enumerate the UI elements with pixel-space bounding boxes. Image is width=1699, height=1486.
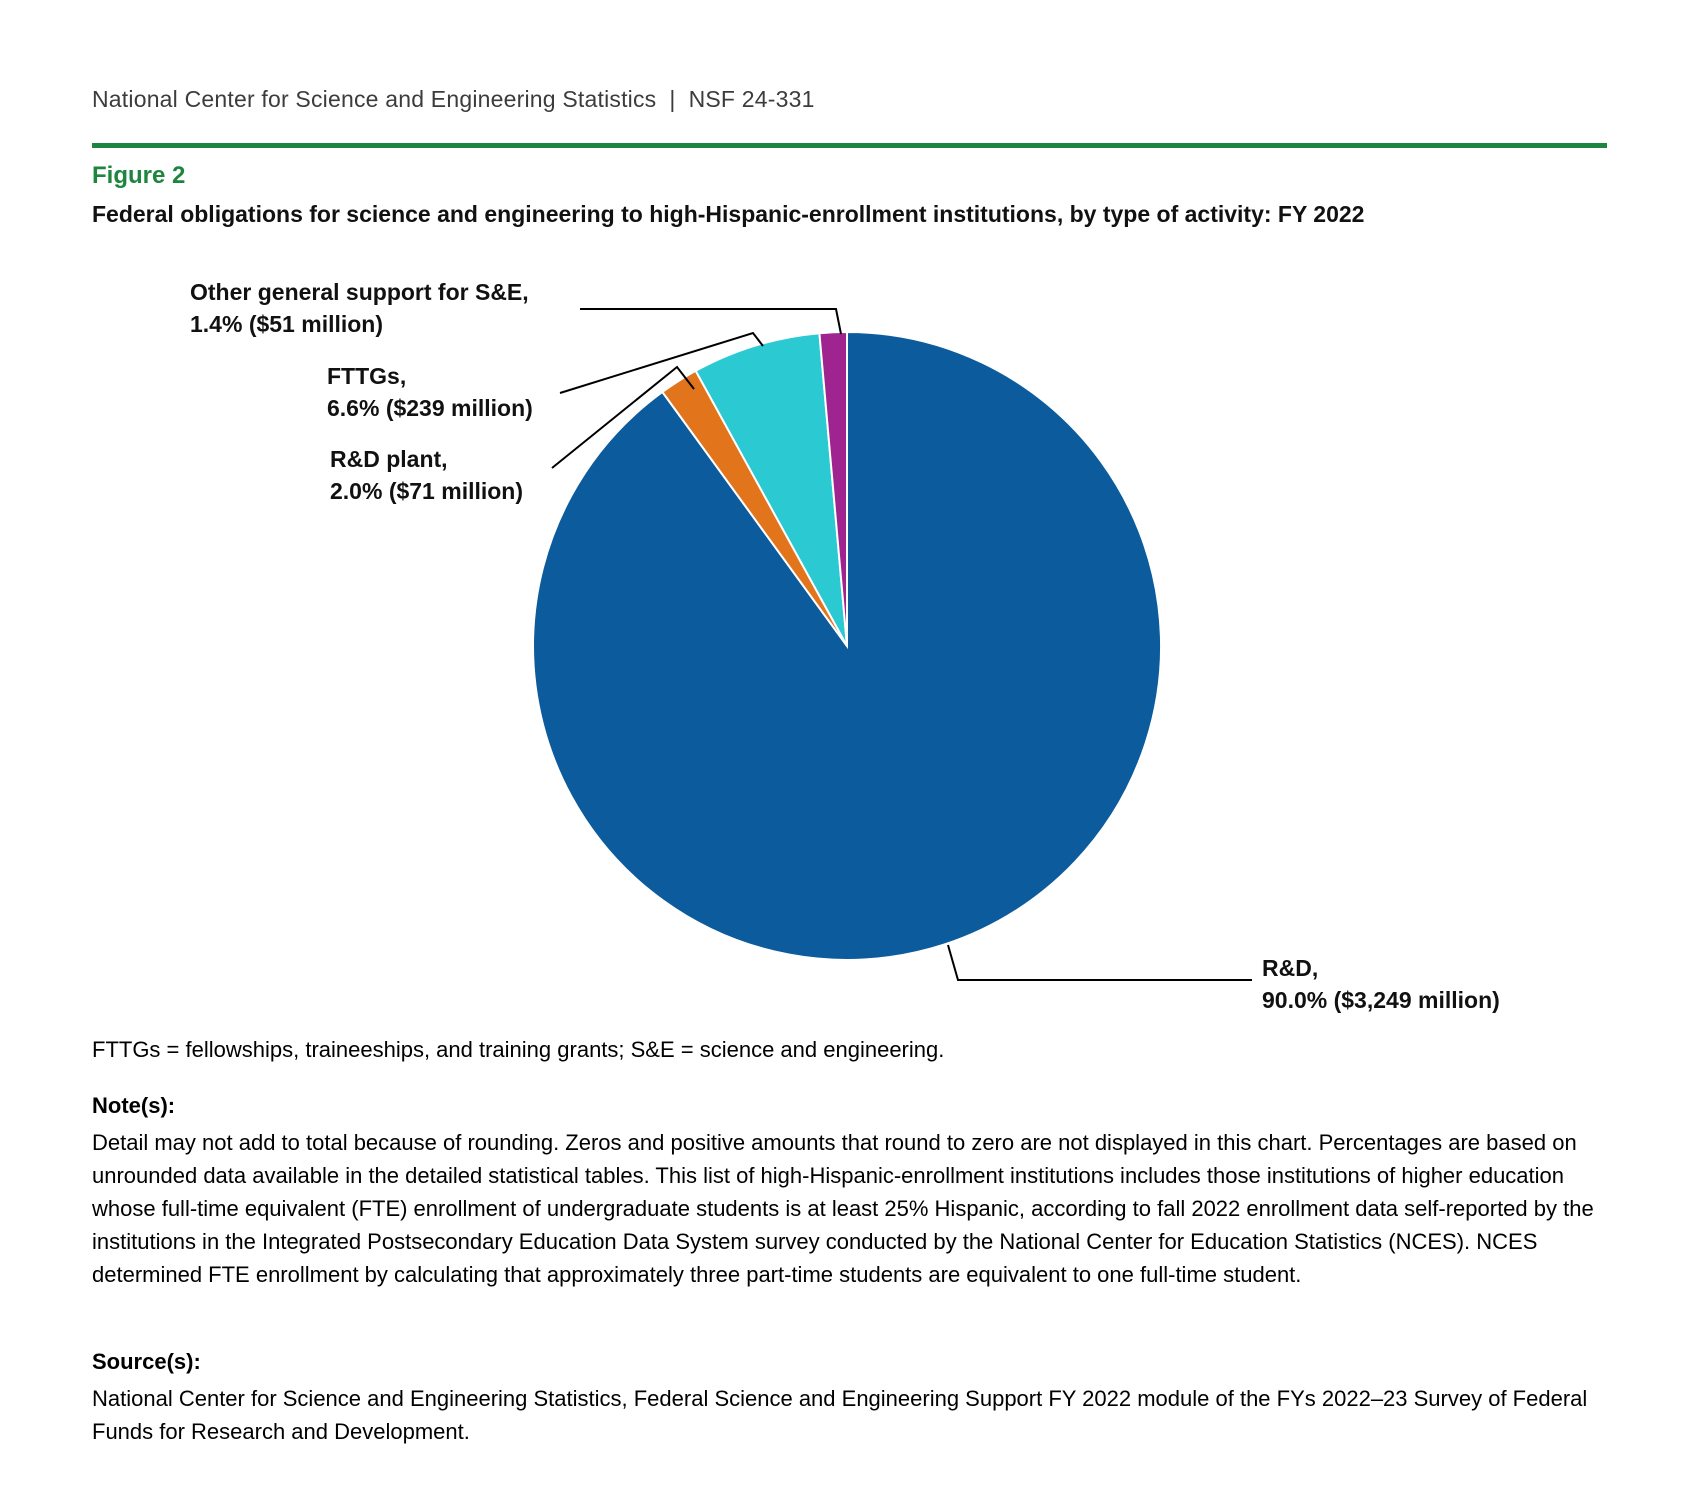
org-name: National Center for Science and Engineering Statistics bbox=[92, 86, 657, 112]
callout-rd-plant bbox=[330, 443, 523, 507]
leader-line-other bbox=[580, 309, 841, 334]
callout-fttgs-line1: FTTGs, bbox=[327, 363, 407, 389]
callout-rd-plant-line2: 2.0% ($71 million) bbox=[330, 478, 524, 504]
figure-title: Federal obligations for science and engineering to high-Hispanic-enrollment institutions, by type of activity: FY 2022 bbox=[92, 201, 1365, 227]
callout-rd-line2: 90.0% ($3,249 million) bbox=[1262, 987, 1500, 1013]
leader-line-rd bbox=[948, 945, 1252, 980]
notes-body: Detail may not add to total because of rounding. Zeros and positive amounts that round to zero are not displayed in this chart. Percentages are based on unrounded data available in the detailed statistical tables. This list of high-Hispanic-enrollment institutions includes those institutions of higher education whose full-time equivalent (FTE) enrollment of undergraduate students is at least 25% Hispanic, according to fall 2022 enrollment data self-reported by the institutions in the Integrated Postsecondary Education Data System survey conducted by the National Center for Education Statistics (NCES). NCES determined FTE enrollment by calculating that approximately three part-time students are equivalent to one full-time student. bbox=[92, 1130, 1594, 1287]
abbreviation-footnote: FTTGs = fellowships, traineeships, and training grants; S&E = science and engineering. bbox=[92, 1037, 945, 1062]
callout-fttgs-line2: 6.6% ($239 million) bbox=[327, 395, 533, 421]
pie-slices-group bbox=[533, 332, 1161, 960]
notes-heading: Note(s): bbox=[92, 1093, 176, 1118]
report-number: NSF 24-331 bbox=[688, 86, 815, 112]
sources-heading: Source(s): bbox=[92, 1349, 201, 1374]
callout-other-line1: Other general support for S&E, bbox=[190, 279, 529, 305]
callout-rd-line1: R&D, bbox=[1262, 955, 1319, 981]
figure-label: Figure 2 bbox=[92, 162, 186, 189]
header-divider: | bbox=[669, 86, 676, 112]
callout-fttgs bbox=[327, 360, 533, 424]
callout-other-line2: 1.4% ($51 million) bbox=[190, 311, 384, 337]
callout-rd bbox=[1262, 952, 1500, 1016]
callout-other-general-support bbox=[190, 276, 529, 340]
sources-body: National Center for Science and Engineering Statistics, Federal Science and Engineering Support FY 2022 module of the FYs 2022–23 Survey of Federal Funds for Research and Development. bbox=[92, 1386, 1588, 1444]
callout-rd-plant-line1: R&D plant, bbox=[330, 446, 448, 472]
